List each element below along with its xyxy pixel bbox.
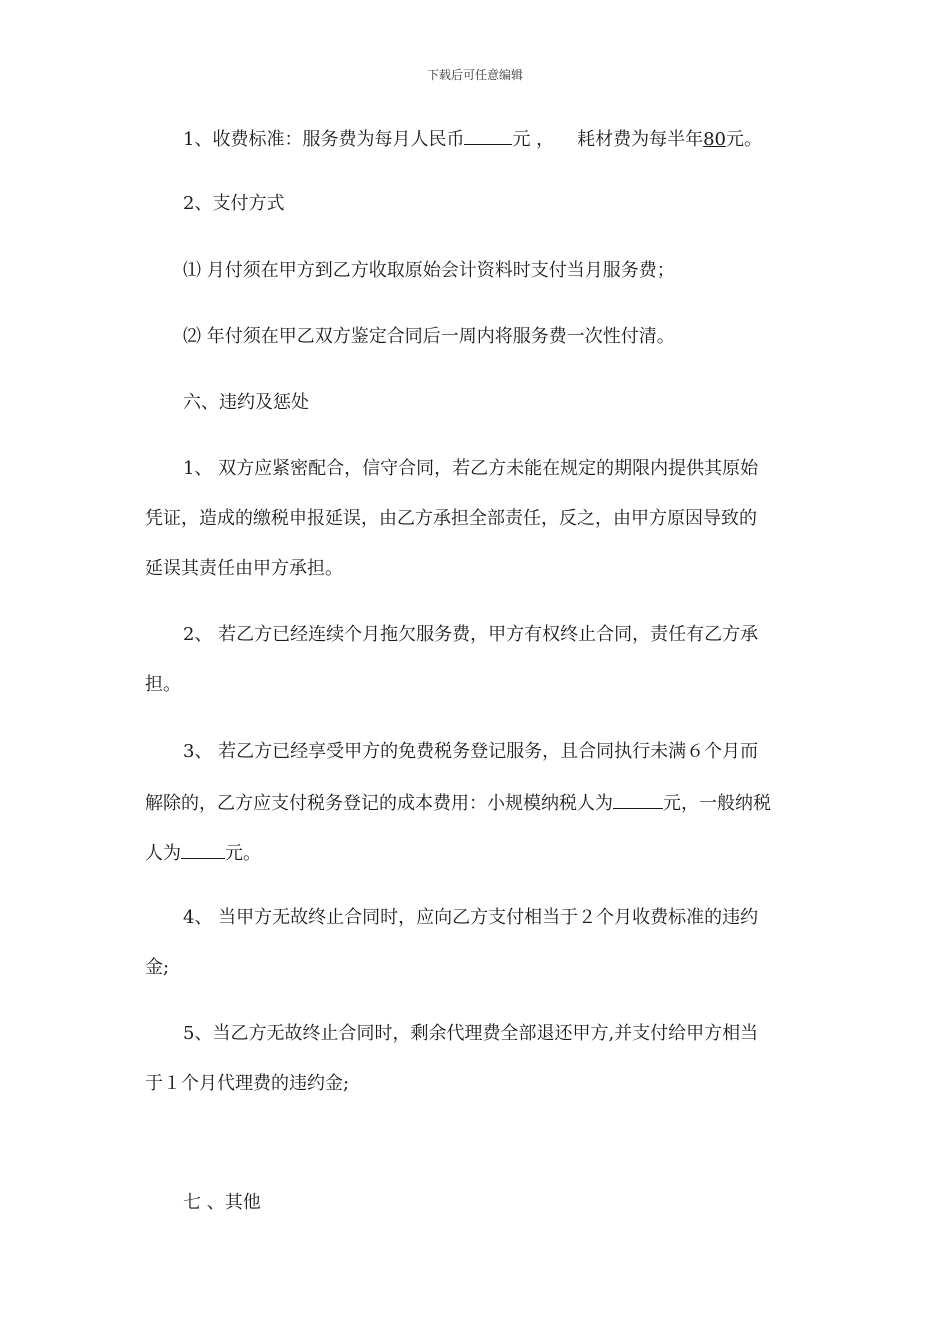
clause-1-line-2: 凭证，造成的缴税申报延误，由乙方承担全部责任，反之，由甲方原因导致的: [145, 508, 757, 529]
payment-method-title: 2、支付方式: [183, 193, 285, 214]
clause-5-line-2: 于１个月代理费的违约金;: [145, 1073, 350, 1094]
small-taxpayer-fee-blank: [613, 790, 663, 809]
clause-3-line-2-prefix: 解除的，乙方应支付税务登记的成本费用：小规模纳税人为: [145, 793, 613, 814]
clause-3-line-3: [145, 840, 261, 866]
fee-standard-prefix: 1、收费标准：服务费为每月人民币: [183, 129, 465, 150]
section-6-title: 六、违约及惩处: [183, 392, 309, 413]
fee-unit-1: 元 ，: [512, 129, 555, 150]
clause-3-line-3-suffix: 元。: [225, 843, 261, 864]
service-fee-blank: [464, 126, 512, 145]
fee-unit-2: 元。: [725, 129, 762, 150]
clause-1-line-1: 1、 双方应紧密配合，信守合同，若乙方未能在规定的期限内提供其原始: [183, 458, 759, 479]
clause-3-line-3-prefix: 人为: [145, 843, 181, 864]
material-fee-prefix: 耗材费为每半年: [577, 129, 704, 150]
clause-3-line-2-suffix: 元，一般纳税: [663, 793, 771, 814]
clause-2-line-2: 担。: [145, 674, 181, 695]
fee-standard-line: [183, 126, 762, 152]
payment-yearly: ⑵ 年付须在甲乙双方鉴定合同后一周内将服务费一次性付清。: [183, 326, 675, 347]
clause-2-line-1: 2、 若乙方已经连续个月拖欠服务费，甲方有权终止合同，责任有乙方承: [183, 624, 759, 645]
clause-4-line-2: 金;: [145, 957, 170, 978]
clause-3-line-2: [145, 790, 771, 816]
material-fee-amount: 80: [703, 129, 726, 150]
clause-5-line-1: 5、当乙方无故终止合同时，剩余代理费全部退还甲方,并支付给甲方相当: [183, 1023, 759, 1044]
general-taxpayer-fee-blank: [181, 840, 225, 859]
page-header: 下载后可任意编辑: [426, 68, 523, 82]
clause-1-line-3: 延误其责任由甲方承担。: [145, 558, 343, 579]
section-7-title: 七 、其他: [183, 1192, 261, 1213]
clause-3-line-1: 3、 若乙方已经享受甲方的免费税务登记服务，且合同执行未满６个月而: [183, 741, 759, 762]
clause-4-line-1: 4、 当甲方无故终止合同时，应向乙方支付相当于２个月收费标准的违约: [183, 907, 759, 928]
payment-monthly: ⑴ 月付须在甲方到乙方收取原始会计资料时支付当月服务费；: [183, 260, 675, 281]
